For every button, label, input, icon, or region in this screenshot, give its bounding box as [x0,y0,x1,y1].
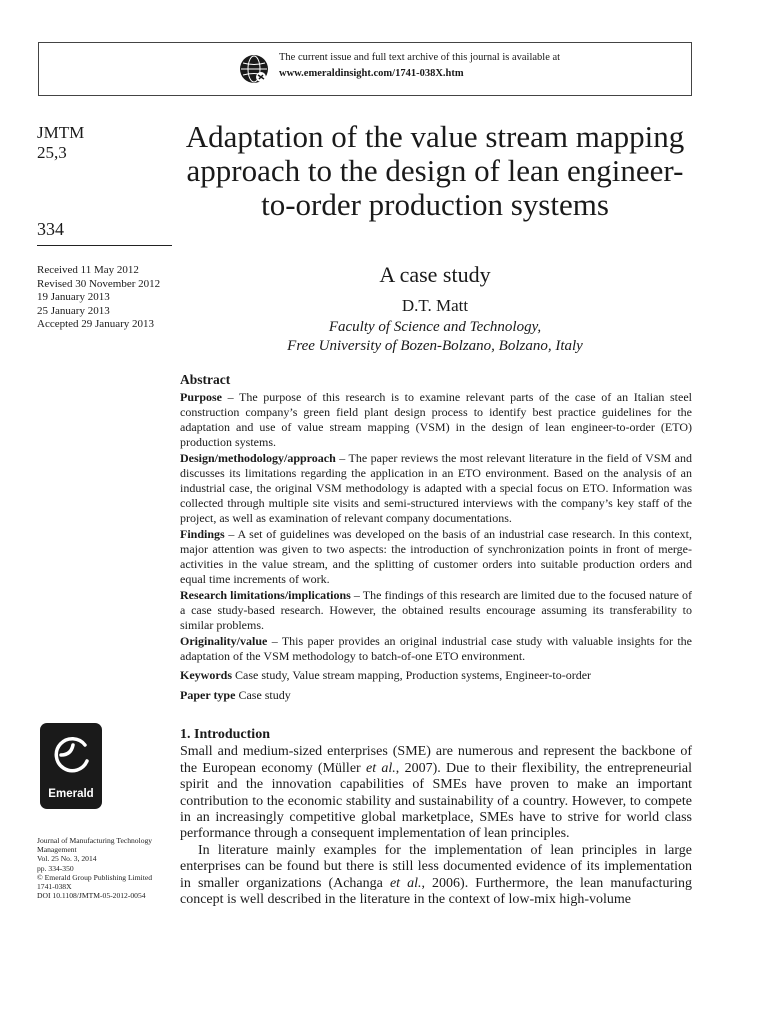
affiliation-line-1: Faculty of Science and Technology, [328,319,542,335]
imprint-line: © Emerald Group Publishing Limited [37,872,153,882]
journal-archive-banner [38,42,692,96]
imprint-line: 1741-038X [37,882,72,892]
paper-type-label: Paper type [180,688,236,702]
abstract-purpose [180,390,692,450]
affiliation-line-2: Free University of Bozen-Bolzano, Bolzano, Italy [287,338,583,354]
paragraph-text: Small and medium-sized enterprises (SME) are numerous and represent the backbone of the European economy (Müller [180,744,692,776]
journal-code [37,123,84,163]
volume-issue: 25,3 [37,143,67,162]
keywords [180,668,692,683]
paragraph-text: In literature mainly examples for the implementation of lean principles in large enterprises can be found but there is still less documented evidence of its implementation in smaller organizations (Achanga [180,842,692,891]
abstract [180,372,692,703]
section-text: – This paper provides an original industrial case study with valuable insights for the adaptation of the VSM methodology to batch-of-one ETO environment. [180,634,692,663]
section-label: Research limitations/implications [180,588,351,602]
emerald-logo-text: Emerald [48,788,94,800]
intro-paragraph-1 [180,744,692,842]
keywords-label: Keywords [180,668,232,682]
abstract-originality [180,634,692,664]
abstract-findings [180,527,692,587]
imprint-line: Vol. 25 No. 3, 2014 [37,854,97,864]
page-number: 334 [37,219,64,239]
date-revised-3: 25 January 2013 [37,304,110,317]
intro-paragraph-2 [180,843,692,909]
article-title: Adaptation of the value stream mapping approach to the design of lean engineer-to-order production systems [185,119,685,222]
date-accepted: Accepted 29 January 2013 [37,318,154,331]
article-subtitle: A case study [379,262,491,287]
keywords-text: Case study, Value stream mapping, Production systems, Engineer-to-order [232,668,592,682]
paper-type [180,688,692,703]
introduction-heading: 1. Introduction [180,727,270,742]
abstract-limitations [180,588,692,633]
author-affiliation [180,318,690,356]
paper-type-text: Case study [235,688,291,702]
banner-text: The current issue and full text archive of this journal is available at [279,52,561,63]
imprint-line: Journal of Manufacturing Technology [37,836,153,845]
date-revised: Revised 30 November 2012 [37,277,161,290]
journal-imprint [37,836,177,900]
emerald-e-icon [49,731,93,781]
section-label: Design/methodology/approach [180,451,336,465]
imprint-line: pp. 334-350 [37,863,74,873]
abstract-heading: Abstract [180,372,231,387]
journal-abbrev: JMTM [37,123,85,142]
date-received: Received 11 May 2012 [37,264,139,276]
page-rule [37,245,172,246]
paragraph-text: , 2006). Furthermore, the lean manufacturing concept is well described in the literature in the context of low-mix high-volume [180,875,693,908]
banner-url[interactable]: www.emeraldinsight.com/1741-038X.htm [279,68,464,79]
imprint-line: DOI 10.1108/JMTM-05-2012-0054 [37,891,146,901]
abstract-design [180,451,692,526]
section-label: Purpose [180,390,222,404]
section-label: Findings [180,527,225,541]
section-text: – The findings of this research are limited due to the focused nature of a case study-based research. However, the obtained results encourage assuming its transferability to similar problems. [180,588,692,632]
emerald-logo [40,723,102,809]
globe-icon [239,54,269,84]
et-al: et al. [389,875,422,891]
date-revised-2: 19 January 2013 [37,291,110,304]
section-label: Originality/value [180,634,268,648]
section-text: – The purpose of this research is to examine relevant parts of the case of an Italian steel construction company’s green field plant design process to identify best practice guidelines for the adaptation and use of value stream mapping (VSM) in the design of lean engineer-to-order (ETO) production systems. [180,390,692,449]
introduction [180,727,692,908]
paragraph-text: , 2007). Due to their flexibility, the entrepreneurial spirit and the innovation capabilities of SMEs have proven to make an important contribution to the economic stability and sustainability of a country. However, to compete in an increasingly competitive global marketplace, SMEs have to strive for world class performance through a consequent implementation of lean principles. [180,760,693,842]
et-al: et al. [366,760,396,776]
article-history [37,264,160,332]
author-name: D.T. Matt [401,296,469,315]
imprint-line: Management [37,845,77,855]
section-text: – A set of guidelines was developed on the basis of an industrial case research. In this context, major attention was given to two aspects: the introduction of synchronization points in front of merge-activities in the value stream, and the splitting of customer orders into suitable production orders and equal time increments of work. [180,527,692,586]
section-text: – The paper reviews the most relevant literature in the field of VSM and discusses its limitations regarding the application in an ETO environment. Based on the analysis of an industrial case, the original VSM methodology is adapted with a special focus on ETO. Information was collected through multiple site visits and semi-structured interviews with the company’s key staff of the project, as well as examination of relevant company documentations. [180,451,692,525]
